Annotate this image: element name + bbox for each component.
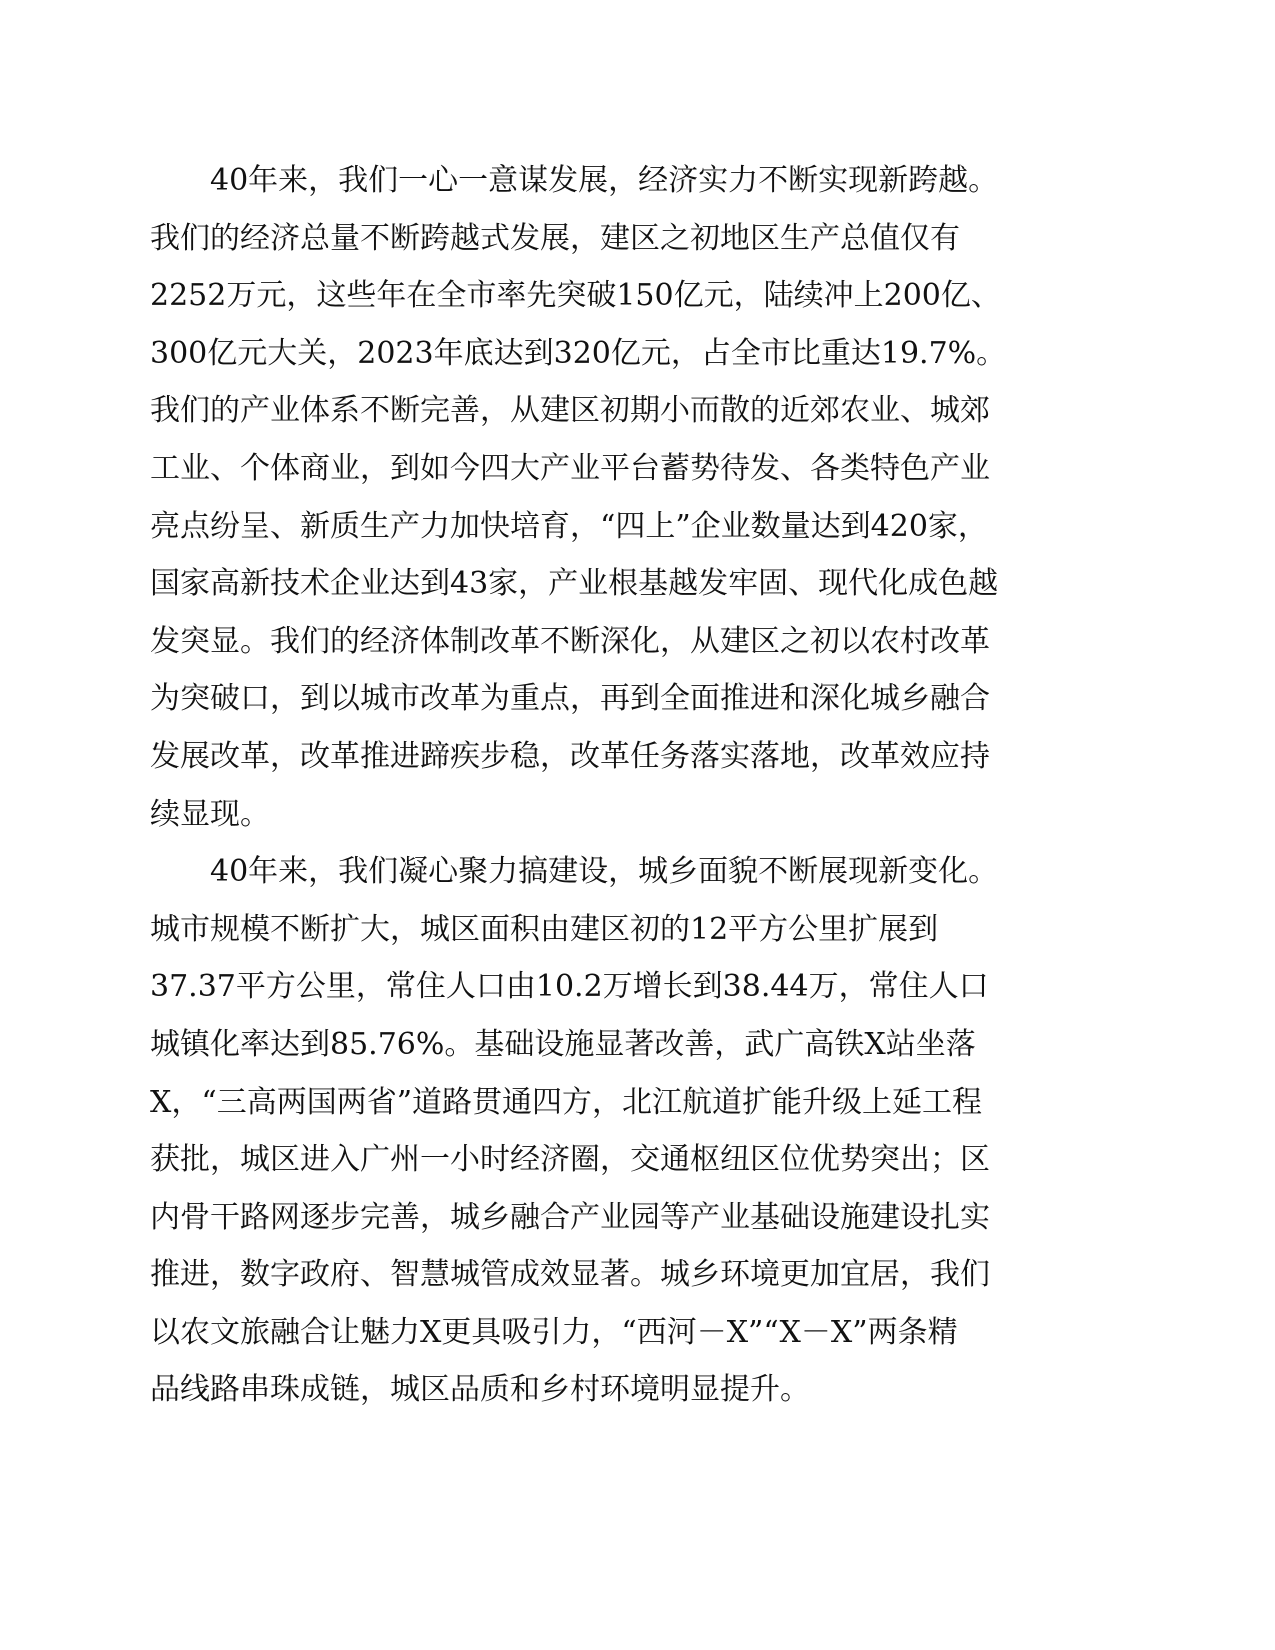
paragraph-line: 发突显。我们的经济体制改革不断深化，从建区之初以农村改革 bbox=[150, 623, 990, 659]
paragraph-line: 40年来，我们一心一意谋发展，经济实力不断实现新跨越。 bbox=[210, 163, 999, 198]
paragraph-line: 内骨干路网逐步完善，城乡融合产业园等产业基础设施建设扎实 bbox=[150, 1199, 990, 1235]
paragraph-line: 我们的经济总量不断跨越式发展，建区之初地区生产总值仅有 bbox=[150, 220, 960, 256]
paragraph-line: 城镇化率达到85.76%。基础设施显著改善，武广高铁X站坐落 bbox=[150, 1026, 976, 1062]
paragraph-line: 品线路串珠成链，城区品质和乡村环境明显提升。 bbox=[150, 1372, 810, 1408]
paragraph-line: 工业、个体商业，到如今四大产业平台蓄势待发、各类特色产业 bbox=[150, 450, 990, 486]
paragraph-line: 续显现。 bbox=[150, 796, 270, 832]
paragraph-line: 40年来，我们凝心聚力搞建设，城乡面貌不断展现新变化。 bbox=[210, 854, 999, 890]
paragraph-economy bbox=[150, 152, 1110, 843]
paragraph-line: 300亿元大关，2023年底达到320亿元，占全市比重达19.7%。 bbox=[150, 335, 1007, 371]
paragraph-line: 2252万元，这些年在全市率先突破150亿元，陆续冲上200亿、 bbox=[150, 278, 1001, 314]
paragraph-line: X，“三高两国两省”道路贯通四方，北江航道扩能升级上延工程 bbox=[150, 1084, 983, 1120]
paragraph-line: 获批，城区进入广州一小时经济圈，交通枢纽区位优势突出；区 bbox=[150, 1142, 990, 1178]
paragraph-construction bbox=[150, 843, 1110, 1419]
paragraph-line: 发展改革，改革推进蹄疾步稳，改革任务落实落地，改革效应持 bbox=[150, 738, 990, 774]
paragraph-line: 推进，数字政府、智慧城管成效显著。城乡环境更加宜居，我们 bbox=[150, 1257, 990, 1293]
document-body bbox=[150, 152, 1110, 1419]
paragraph-line: 以农文旅融合让魅力X更具吸引力，“西河－X”“X－X”两条精 bbox=[150, 1314, 958, 1350]
paragraph-line: 37.37平方公里，常住人口由10.2万增长到38.44万，常住人口 bbox=[150, 969, 989, 1005]
paragraph-line: 城市规模不断扩大，城区面积由建区初的12平方公里扩展到 bbox=[150, 911, 939, 947]
paragraph-line: 国家高新技术企业达到43家，产业根基越发牢固、现代化成色越 bbox=[150, 566, 999, 602]
paragraph-line: 为突破口，到以城市改革为重点，再到全面推进和深化城乡融合 bbox=[150, 681, 990, 717]
paragraph-line: 亮点纷呈、新质生产力加快培育，“四上”企业数量达到420家， bbox=[150, 508, 988, 544]
paragraph-line: 我们的产业体系不断完善，从建区初期小而散的近郊农业、城郊 bbox=[150, 393, 990, 429]
